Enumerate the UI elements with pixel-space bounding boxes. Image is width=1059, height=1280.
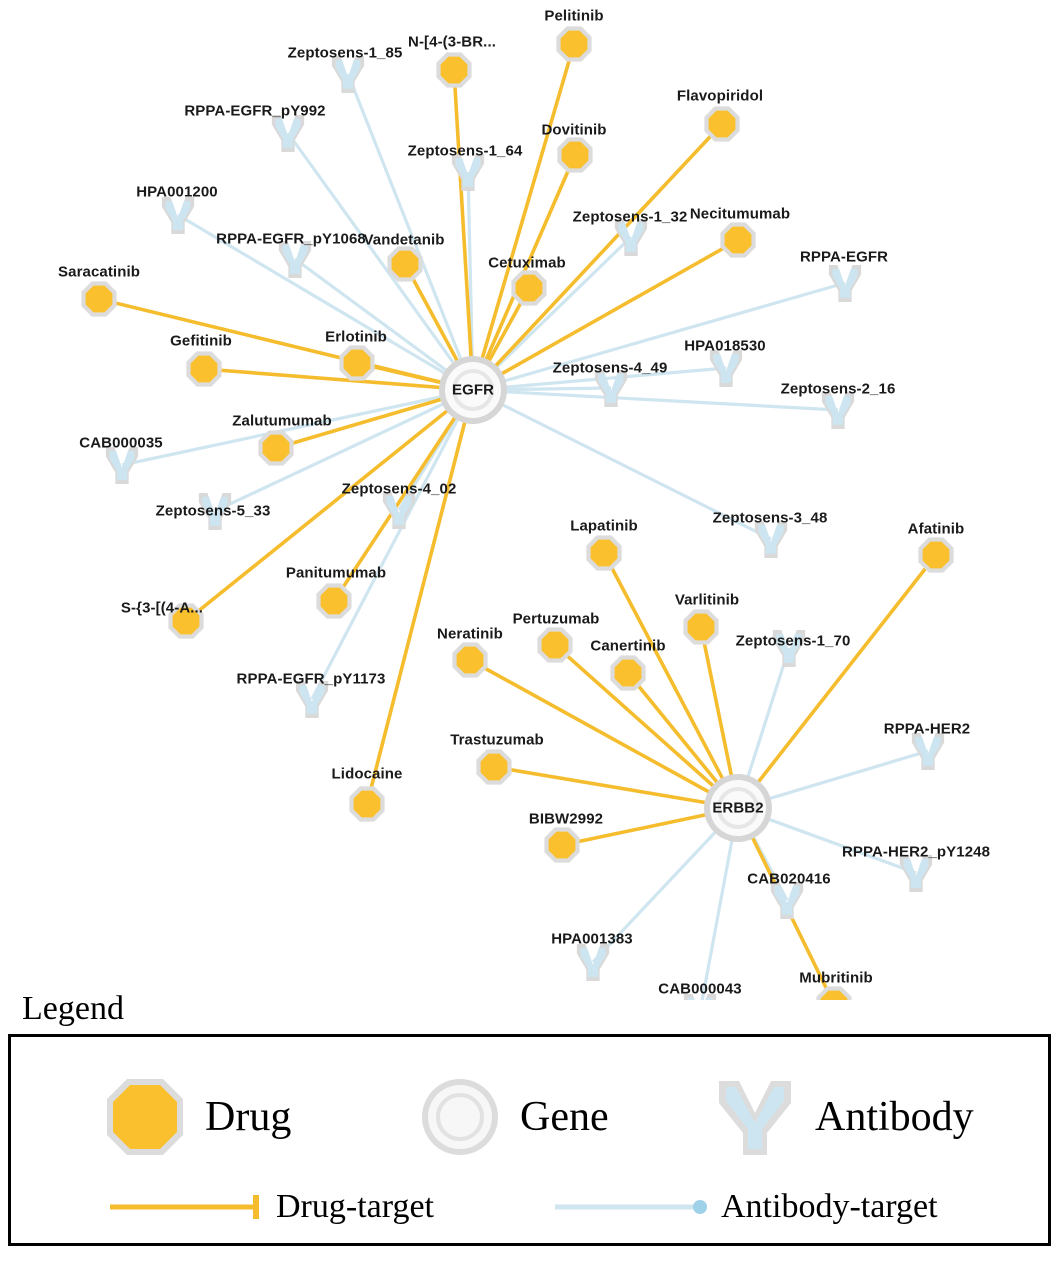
- legend-item-drug: [101, 1073, 291, 1161]
- legend-label-drug: Drug: [205, 1094, 292, 1140]
- drug-node[interactable]: [544, 827, 579, 862]
- drug-label: Lapatinib: [570, 517, 638, 535]
- drug-node-fill: [688, 614, 715, 641]
- antibody-node[interactable]: [900, 855, 932, 892]
- drug-node-fill: [591, 540, 618, 567]
- antibody-label: RPPA-EGFR_pY1173: [236, 670, 386, 688]
- drug-label: Vandetanib: [363, 231, 445, 249]
- drug-node[interactable]: [704, 106, 739, 141]
- drug-label: Varlitinib: [674, 591, 740, 609]
- legend-label-drug-target: Drug-target: [276, 1188, 434, 1225]
- drug-node-fill: [321, 588, 348, 615]
- antibody-node[interactable]: [755, 521, 787, 558]
- drug-node[interactable]: [683, 609, 718, 644]
- antibody-label: Zeptosens-4_49: [552, 359, 668, 377]
- drug-label: Necitumumab: [689, 205, 791, 223]
- antibody-label: CAB020416: [747, 870, 831, 888]
- drug-node[interactable]: [258, 430, 293, 465]
- drug-node-fill: [392, 251, 419, 278]
- drug-label: Panitumumab: [285, 564, 387, 582]
- drug-node[interactable]: [387, 246, 422, 281]
- drug-node-fill: [562, 142, 589, 169]
- legend: [8, 990, 1051, 1246]
- drug-label: Neratinib: [437, 625, 503, 643]
- legend-label-antibody-target: Antibody-target: [721, 1188, 938, 1225]
- drug-node[interactable]: [511, 270, 546, 305]
- drug-node[interactable]: [537, 627, 572, 662]
- drug-label: Erlotinib: [325, 328, 387, 346]
- drug-label: Pelitinib: [544, 7, 604, 25]
- antibody-label: Zeptosens-5_33: [155, 502, 271, 520]
- antibody-label: CAB000043: [658, 980, 742, 998]
- antibody-label: Zeptosens-2_16: [780, 380, 896, 398]
- drug-label: Flavopiridol: [676, 87, 764, 105]
- antibody-label: Zeptosens-3_48: [712, 509, 828, 527]
- drug-node[interactable]: [557, 137, 592, 172]
- legend-item-antibody: [711, 1073, 974, 1161]
- drug-target-edge: [735, 555, 936, 808]
- antibody-node[interactable]: [577, 944, 609, 981]
- antibody-label: HPA001200: [136, 183, 218, 201]
- antibody-node[interactable]: [771, 882, 803, 919]
- legend-label-antibody: Antibody: [815, 1094, 974, 1140]
- drug-node[interactable]: [339, 345, 374, 380]
- drug-node[interactable]: [586, 535, 621, 570]
- antibody-label: HPA018530: [684, 337, 766, 355]
- antibody-node-icon: [711, 1073, 799, 1161]
- drug-label: Pertuzumab: [512, 610, 600, 628]
- drug-node-fill: [354, 791, 381, 818]
- drug-label: Trastuzumab: [450, 731, 544, 749]
- drug-label: Cetuximab: [488, 254, 566, 272]
- legend-item-gene: [416, 1073, 609, 1161]
- drug-node[interactable]: [316, 583, 351, 618]
- antibody-label: RPPA-EGFR_pY992: [184, 102, 326, 120]
- antibody-label: Zeptosens-1_32: [572, 208, 688, 226]
- drug-label: N-[4-(3-BR...: [408, 33, 496, 51]
- legend-edge-row: [11, 1187, 1048, 1247]
- drug-node[interactable]: [720, 222, 755, 257]
- drug-label: Saracatinib: [58, 263, 140, 281]
- gene-label: EGFR: [451, 381, 495, 399]
- antibody-label: RPPA-EGFR_pY1068: [216, 230, 366, 248]
- drug-node[interactable]: [452, 642, 487, 677]
- drug-label: Dovitinib: [541, 121, 607, 139]
- drug-node-fill: [561, 31, 588, 58]
- drug-node[interactable]: [436, 52, 471, 87]
- legend-item-antibody-target: [551, 1187, 938, 1227]
- drug-node[interactable]: [918, 537, 953, 572]
- drug-node-fill: [344, 350, 371, 377]
- drug-label: Lidocaine: [331, 765, 403, 783]
- drug-node-fill: [263, 435, 290, 462]
- antibody-node[interactable]: [106, 447, 138, 484]
- drug-label: Gefitinib: [170, 332, 232, 350]
- antibody-label: Zeptosens-1_64: [407, 142, 523, 160]
- antibody-target-edge: [312, 390, 473, 699]
- antibody-label: RPPA-EGFR: [799, 248, 889, 266]
- drug-node[interactable]: [556, 26, 591, 61]
- antibody-label: Zeptosens-4_02: [341, 480, 457, 498]
- legend-title: Legend: [22, 990, 124, 1027]
- drug-node-fill: [481, 754, 508, 781]
- drug-node-fill: [516, 275, 543, 302]
- drug-node[interactable]: [610, 655, 645, 690]
- drug-label: BIBW2992: [528, 810, 604, 828]
- antibody-label: HPA001383: [551, 930, 633, 948]
- drug-node-fill: [709, 111, 736, 138]
- drug-label: Afatinib: [907, 520, 965, 538]
- drug-label: Mubritinib: [799, 969, 873, 987]
- drug-node[interactable]: [81, 281, 116, 316]
- antibody-label: Zeptosens-1_85: [287, 44, 403, 62]
- drug-node[interactable]: [349, 786, 384, 821]
- drug-node[interactable]: [476, 749, 511, 784]
- drug-node-fill: [725, 227, 752, 254]
- gene-node-icon: [416, 1073, 504, 1161]
- drug-node-fill: [615, 660, 642, 687]
- legend-box: [8, 1034, 1051, 1246]
- legend-item-drug-target: [106, 1187, 434, 1227]
- drug-node-fill: [191, 356, 218, 383]
- antibody-label: Zeptosens-1_70: [735, 632, 851, 650]
- antibody-label: CAB000035: [79, 434, 163, 452]
- drug-node[interactable]: [186, 351, 221, 386]
- drug-node-fill: [542, 632, 569, 659]
- drug-node-fill: [923, 542, 950, 569]
- drug-label: Zalutumumab: [232, 412, 332, 430]
- drug-node-icon: [101, 1073, 189, 1161]
- antibody-label: RPPA-HER2: [883, 720, 971, 738]
- drug-node-fill: [86, 286, 113, 313]
- legend-node-row: [11, 1059, 1048, 1169]
- drug-node-fill: [549, 832, 576, 859]
- drug-label: S-{3-[(4-A...: [120, 599, 204, 617]
- drug-label: Canertinib: [590, 637, 666, 655]
- gene-label: ERBB2: [712, 799, 764, 817]
- antibody-target-edge-icon: [551, 1187, 711, 1227]
- legend-label-gene: Gene: [520, 1094, 609, 1140]
- antibody-label: RPPA-HER2_pY1248: [841, 843, 991, 861]
- drug-node-fill: [457, 647, 484, 674]
- drug-node-fill: [441, 57, 468, 84]
- drug-target-edge-icon: [106, 1187, 266, 1227]
